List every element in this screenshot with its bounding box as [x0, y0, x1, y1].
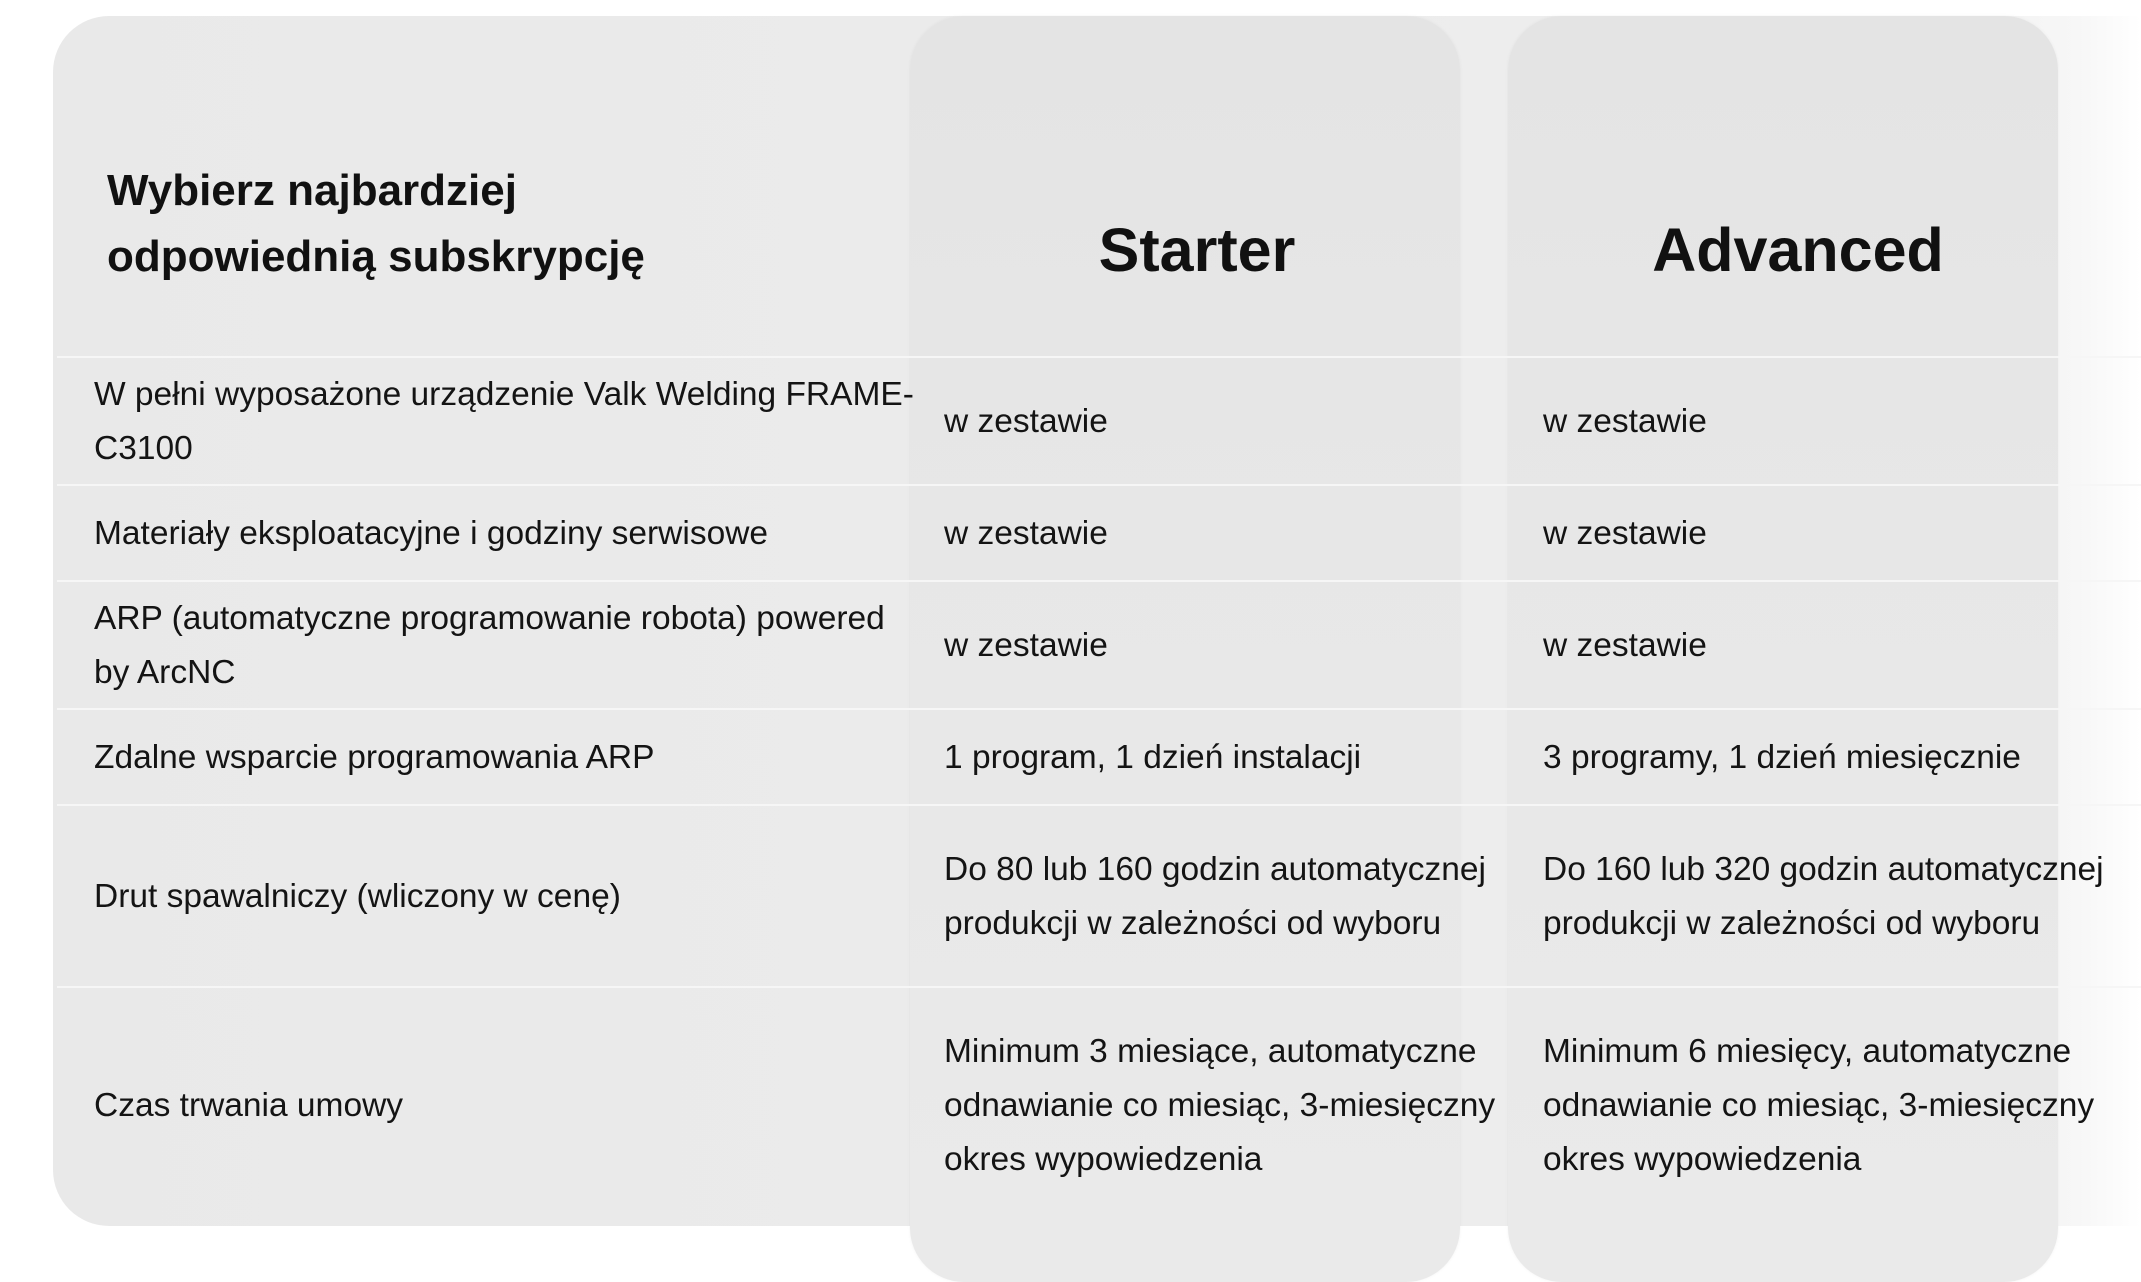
table-row: [57, 580, 2141, 710]
starter-plan-title: Starter: [1098, 216, 1296, 284]
table-row: [57, 484, 2141, 582]
table-row: [57, 708, 2141, 806]
advanced-cell: Minimum 6 miesięcy, automatyczne odnawianie co miesiąc, 3-miesięczny okres wypowiedzenia: [1543, 1033, 2095, 1178]
advanced-plan-title: Advanced: [1652, 216, 1944, 284]
feature-cell: Materiały eksploatacyjne i godziny serwisowe: [94, 515, 769, 552]
starter-cell: w zestawie: [944, 627, 1108, 664]
advanced-cell: w zestawie: [1543, 627, 1707, 664]
feature-cell: Drut spawalniczy (wliczony w cenę): [94, 878, 621, 915]
advanced-cell: w zestawie: [1543, 403, 1707, 440]
advanced-cell: w zestawie: [1543, 515, 1707, 552]
starter-cell: 1 program, 1 dzień instalacji: [944, 739, 1362, 776]
table-row: [57, 804, 2141, 988]
feature-cell: W pełni wyposażone urządzenie Valk Welding FRAME-C3100: [94, 376, 914, 467]
page-title: Wybierz najbardziej odpowiednią subskrypcję: [107, 166, 645, 281]
table-row: [57, 986, 2141, 1224]
starter-cell: w zestawie: [944, 515, 1108, 552]
advanced-cell: 3 programy, 1 dzień miesięcznie: [1543, 739, 2021, 776]
advanced-cell: Do 160 lub 320 godzin automatycznej produkcji w zależności od wyboru: [1543, 851, 2104, 942]
starter-cell: w zestawie: [944, 403, 1108, 440]
feature-cell: ARP (automatyczne programowanie robota) powered by ArcNC: [94, 600, 885, 691]
table-row: [57, 356, 2141, 486]
feature-cell: Czas trwania umowy: [94, 1087, 404, 1124]
starter-cell: Minimum 3 miesiące, automatyczne odnawianie co miesiąc, 3-miesięczny okres wypowiedzenia: [944, 1033, 1496, 1178]
starter-cell: Do 80 lub 160 godzin automatycznej produkcji w zależności od wyboru: [944, 851, 1486, 942]
feature-cell: Zdalne wsparcie programowania ARP: [94, 739, 655, 776]
